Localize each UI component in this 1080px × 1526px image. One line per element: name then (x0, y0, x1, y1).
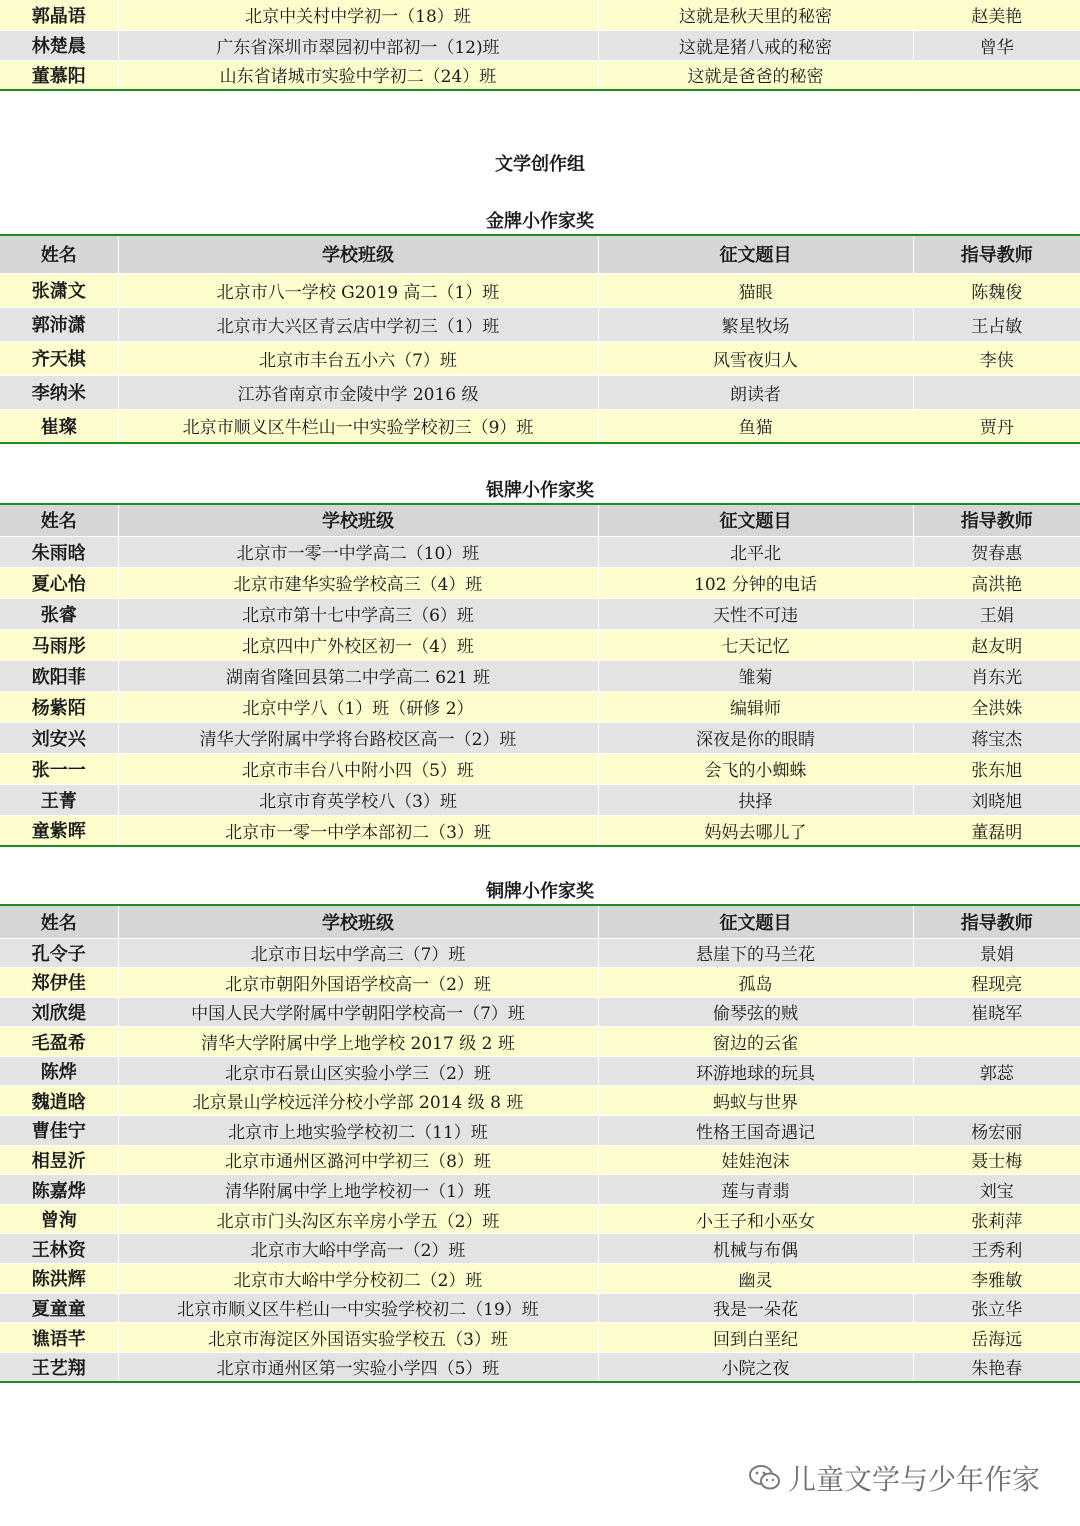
table-row (0, 341, 1080, 375)
table-row (0, 1204, 1080, 1234)
header-name: 姓名 (0, 504, 118, 536)
cell-teacher: 肖东光 (913, 660, 1080, 691)
table-row (0, 722, 1080, 753)
cell-title: 猫眼 (598, 273, 913, 307)
header-school: 学校班级 (118, 235, 598, 273)
cell-title: 偷琴弦的贼 (598, 997, 913, 1027)
cell-title: 七天记忆 (598, 629, 913, 660)
header-title: 征文题目 (598, 905, 913, 938)
cell-teacher: 李雅敏 (913, 1264, 1080, 1294)
cell-name: 毛盈希 (0, 1027, 118, 1057)
watermark-text: 儿童文学与少年作家 (788, 1463, 1041, 1496)
watermark (748, 1458, 1040, 1498)
table-row (0, 60, 1080, 90)
cell-name: 谯语芊 (0, 1323, 118, 1353)
table-row (0, 1234, 1080, 1264)
gold-award-table (0, 234, 1080, 444)
bronze-award-table (0, 904, 1080, 1383)
cell-teacher: 王秀利 (913, 1234, 1080, 1264)
cell-school: 北京景山学校远洋分校小学部 2014 级 8 班 (118, 1086, 598, 1116)
cell-title: 小王子和小巫女 (598, 1204, 913, 1234)
wechat-icon (748, 1464, 782, 1492)
cell-teacher: 张东旭 (913, 753, 1080, 784)
table-row (0, 567, 1080, 598)
cell-name: 曾洵 (0, 1204, 118, 1234)
cell-name: 刘安兴 (0, 722, 118, 753)
cell-title: 窗边的云雀 (598, 1027, 913, 1057)
cell-school: 北京市门头沟区东辛房小学五（2）班 (118, 1204, 598, 1234)
cell-school: 山东省诸城市实验中学初二（24）班 (118, 60, 598, 90)
top-results-table (0, 0, 1080, 91)
cell-name: 魏逍晗 (0, 1086, 118, 1116)
cell-teacher (913, 375, 1080, 409)
cell-teacher: 聂士梅 (913, 1145, 1080, 1175)
cell-title: 这就是猪八戒的秘密 (598, 30, 913, 60)
cell-title: 北平北 (598, 536, 913, 567)
table-row (0, 997, 1080, 1027)
cell-title: 妈妈去哪儿了 (598, 815, 913, 846)
cell-name: 相昱沂 (0, 1145, 118, 1175)
table-row (0, 784, 1080, 815)
table-row (0, 1027, 1080, 1057)
header-name: 姓名 (0, 235, 118, 273)
cell-school: 北京市上地实验学校初二（11）班 (118, 1116, 598, 1146)
cell-name: 郑伊佳 (0, 968, 118, 998)
header-teacher: 指导教师 (913, 235, 1080, 273)
table-row (0, 1056, 1080, 1086)
cell-teacher: 刘晓旭 (913, 784, 1080, 815)
cell-school: 北京市日坛中学高三（7）班 (118, 938, 598, 968)
silver-award-title: 银牌小作家奖 (486, 480, 594, 501)
table-row (0, 660, 1080, 691)
cell-name: 郭沛潇 (0, 307, 118, 341)
cell-teacher: 陈魏俊 (913, 273, 1080, 307)
cell-teacher: 赵美艳 (913, 0, 1080, 30)
cell-title: 风雪夜归人 (598, 341, 913, 375)
table-row (0, 1086, 1080, 1116)
cell-name: 孔令子 (0, 938, 118, 968)
cell-name: 张一一 (0, 753, 118, 784)
cell-title: 编辑师 (598, 691, 913, 722)
cell-name: 王菁 (0, 784, 118, 815)
cell-title: 鱼猫 (598, 409, 913, 443)
cell-teacher: 王占敏 (913, 307, 1080, 341)
cell-title: 天性不可违 (598, 598, 913, 629)
cell-school: 北京市一零一中学高二（10）班 (118, 536, 598, 567)
cell-name: 崔璨 (0, 409, 118, 443)
cell-name: 林楚晨 (0, 30, 118, 60)
cell-name: 王艺翔 (0, 1352, 118, 1382)
table-row (0, 1145, 1080, 1175)
cell-school: 北京市丰台五小六（7）班 (118, 341, 598, 375)
cell-school: 北京市海淀区外国语实验学校五（3）班 (118, 1323, 598, 1353)
cell-teacher: 贾丹 (913, 409, 1080, 443)
cell-title: 我是一朵花 (598, 1293, 913, 1323)
table-row (0, 30, 1080, 60)
cell-name: 夏心怡 (0, 567, 118, 598)
cell-name: 陈嘉烨 (0, 1175, 118, 1205)
cell-name: 陈烨 (0, 1056, 118, 1086)
cell-title: 小院之夜 (598, 1352, 913, 1382)
table-row (0, 1175, 1080, 1205)
cell-name: 童紫晖 (0, 815, 118, 846)
cell-title: 悬崖下的马兰花 (598, 938, 913, 968)
silver-award-table (0, 503, 1080, 847)
cell-teacher: 景娟 (913, 938, 1080, 968)
cell-school: 北京市育英学校八（3）班 (118, 784, 598, 815)
group-title: 文学创作组 (495, 154, 585, 175)
cell-title: 这就是秋天里的秘密 (598, 0, 913, 30)
cell-title: 机械与布偶 (598, 1234, 913, 1264)
cell-school: 北京四中广外校区初一（4）班 (118, 629, 598, 660)
table-row (0, 753, 1080, 784)
cell-teacher: 郭蕊 (913, 1056, 1080, 1086)
cell-teacher: 张莉萍 (913, 1204, 1080, 1234)
table-row (0, 1116, 1080, 1146)
cell-name: 李纳米 (0, 375, 118, 409)
cell-school: 北京中学八（1）班（研修 2） (118, 691, 598, 722)
cell-name: 杨紫陌 (0, 691, 118, 722)
cell-school: 广东省深圳市翠园初中部初一（12)班 (118, 30, 598, 60)
cell-teacher: 高洪艳 (913, 567, 1080, 598)
cell-teacher: 董磊明 (913, 815, 1080, 846)
table-row (0, 629, 1080, 660)
table-row (0, 1293, 1080, 1323)
cell-school: 北京市第十七中学高三（6）班 (118, 598, 598, 629)
cell-title: 蚂蚁与世界 (598, 1086, 913, 1116)
cell-school: 北京市建华实验学校高三（4）班 (118, 567, 598, 598)
cell-school: 北京市大峪中学分校初二（2）班 (118, 1264, 598, 1294)
table-row (0, 691, 1080, 722)
cell-school: 北京市通州区潞河中学初三（8）班 (118, 1145, 598, 1175)
cell-name: 董慕阳 (0, 60, 118, 90)
cell-teacher: 李侠 (913, 341, 1080, 375)
cell-teacher: 崔晓军 (913, 997, 1080, 1027)
cell-school: 北京市顺义区牛栏山一中实验学校初二（19）班 (118, 1293, 598, 1323)
table-row (0, 273, 1080, 307)
cell-title: 会飞的小蜘蛛 (598, 753, 913, 784)
cell-title: 性格王国奇遇记 (598, 1116, 913, 1146)
cell-school: 北京市大峪中学高一（2）班 (118, 1234, 598, 1264)
cell-name: 曹佳宁 (0, 1116, 118, 1146)
cell-teacher: 蒋宝杰 (913, 722, 1080, 753)
cell-teacher: 王娟 (913, 598, 1080, 629)
table-row (0, 0, 1080, 30)
cell-school: 北京市朝阳外国语学校高一（2）班 (118, 968, 598, 998)
header-title: 征文题目 (598, 504, 913, 536)
cell-school: 湖南省隆回县第二中学高二 621 班 (118, 660, 598, 691)
table-row (0, 1323, 1080, 1353)
cell-school: 北京市八一学校 G2019 高二（1）班 (118, 273, 598, 307)
cell-title: 抉择 (598, 784, 913, 815)
cell-name: 夏童童 (0, 1293, 118, 1323)
cell-title: 回到白垩纪 (598, 1323, 913, 1353)
table-row (0, 968, 1080, 998)
cell-name: 齐天棋 (0, 341, 118, 375)
cell-school: 北京市一零一中学本部初二（3）班 (118, 815, 598, 846)
cell-name: 陈洪辉 (0, 1264, 118, 1294)
cell-name: 郭晶语 (0, 0, 118, 30)
table-row (0, 307, 1080, 341)
cell-title: 娃娃泡沫 (598, 1145, 913, 1175)
cell-school: 北京市丰台八中附小四（5）班 (118, 753, 598, 784)
cell-teacher: 程现亮 (913, 968, 1080, 998)
cell-teacher: 张立华 (913, 1293, 1080, 1323)
table-row (0, 536, 1080, 567)
cell-title: 朗读者 (598, 375, 913, 409)
header-name: 姓名 (0, 905, 118, 938)
cell-name: 张潇文 (0, 273, 118, 307)
cell-name: 刘欣缇 (0, 997, 118, 1027)
table-row (0, 815, 1080, 846)
cell-title: 环游地球的玩具 (598, 1056, 913, 1086)
cell-name: 王林资 (0, 1234, 118, 1264)
cell-title: 102 分钟的电话 (598, 567, 913, 598)
table-row (0, 1352, 1080, 1382)
cell-title: 幽灵 (598, 1264, 913, 1294)
cell-school: 中国人民大学附属中学朝阳学校高一（7）班 (118, 997, 598, 1027)
cell-school: 北京中关村中学初一（18）班 (118, 0, 598, 30)
table-row (0, 375, 1080, 409)
header-school: 学校班级 (118, 504, 598, 536)
cell-title: 莲与青翡 (598, 1175, 913, 1205)
cell-title: 雏菊 (598, 660, 913, 691)
cell-name: 朱雨晗 (0, 536, 118, 567)
table-row (0, 598, 1080, 629)
cell-school: 北京市通州区第一实验小学四（5）班 (118, 1352, 598, 1382)
table-row (0, 409, 1080, 443)
cell-teacher (913, 1027, 1080, 1057)
header-teacher: 指导教师 (913, 504, 1080, 536)
cell-title: 繁星牧场 (598, 307, 913, 341)
header-school: 学校班级 (118, 905, 598, 938)
table-row (0, 1264, 1080, 1294)
bronze-award-title: 铜牌小作家奖 (486, 881, 594, 902)
cell-school: 北京市石景山区实验小学三（2）班 (118, 1056, 598, 1086)
cell-school: 清华大学附属中学上地学校 2017 级 2 班 (118, 1027, 598, 1057)
cell-teacher: 曾华 (913, 30, 1080, 60)
header-teacher: 指导教师 (913, 905, 1080, 938)
cell-school: 清华大学附属中学将台路校区高一（2）班 (118, 722, 598, 753)
table-row (0, 938, 1080, 968)
cell-name: 欧阳菲 (0, 660, 118, 691)
cell-school: 北京市大兴区青云店中学初三（1）班 (118, 307, 598, 341)
cell-school: 清华附属中学上地学校初一（1）班 (118, 1175, 598, 1205)
cell-name: 马雨彤 (0, 629, 118, 660)
cell-teacher (913, 60, 1080, 90)
cell-school: 江苏省南京市金陵中学 2016 级 (118, 375, 598, 409)
cell-teacher: 刘宝 (913, 1175, 1080, 1205)
cell-name: 张睿 (0, 598, 118, 629)
cell-title: 这就是爸爸的秘密 (598, 60, 913, 90)
cell-teacher: 岳海远 (913, 1323, 1080, 1353)
cell-teacher: 赵友明 (913, 629, 1080, 660)
cell-title: 深夜是你的眼睛 (598, 722, 913, 753)
cell-teacher: 全洪姝 (913, 691, 1080, 722)
header-title: 征文题目 (598, 235, 913, 273)
cell-title: 孤岛 (598, 968, 913, 998)
cell-teacher: 朱艳春 (913, 1352, 1080, 1382)
cell-teacher: 杨宏丽 (913, 1116, 1080, 1146)
gold-award-title: 金牌小作家奖 (486, 211, 594, 232)
cell-teacher (913, 1086, 1080, 1116)
cell-school: 北京市顺义区牛栏山一中实验学校初三（9）班 (118, 409, 598, 443)
cell-teacher: 贺春惠 (913, 536, 1080, 567)
